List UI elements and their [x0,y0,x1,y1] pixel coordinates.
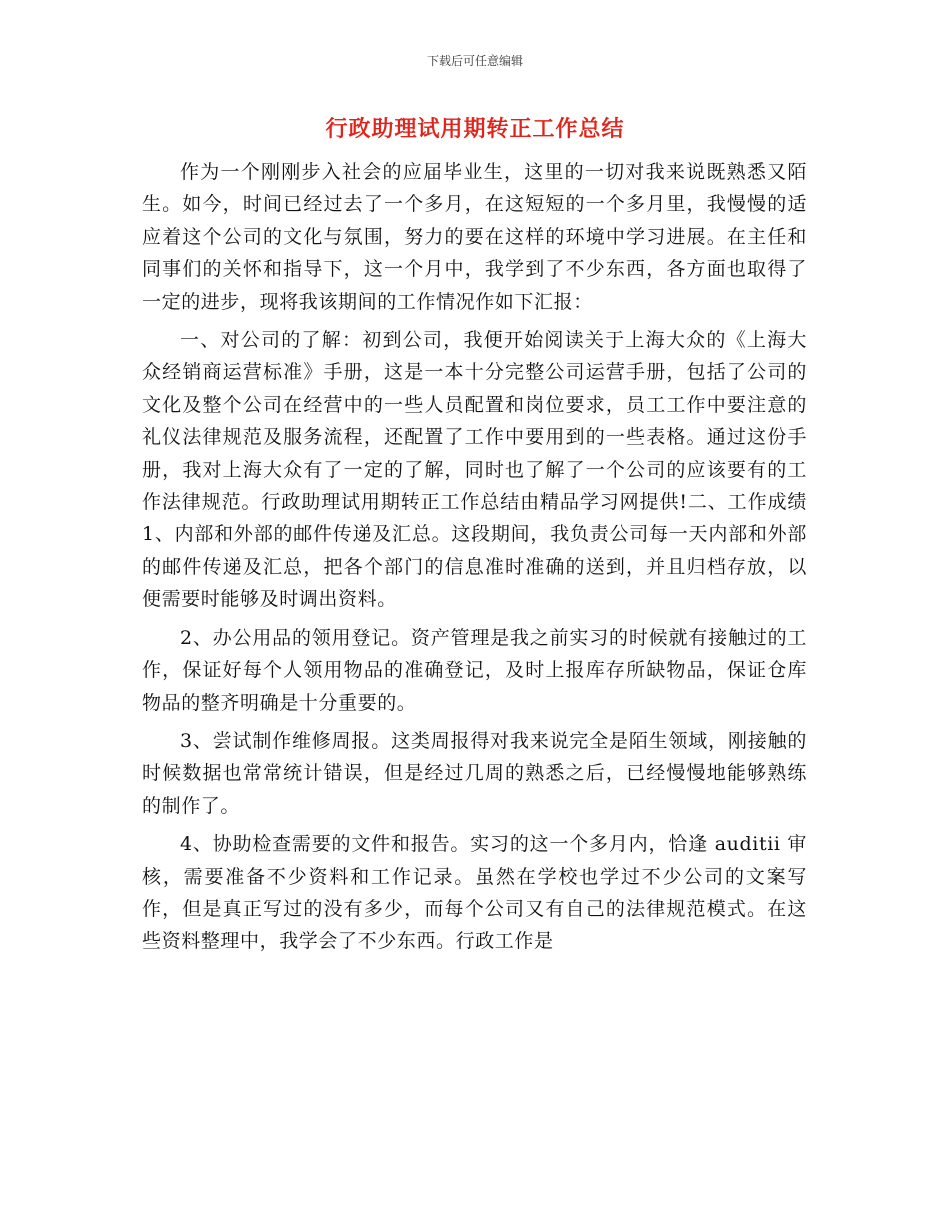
paragraph-intro: 作为一个刚刚步入社会的应届毕业生，这里的一切对我来说既熟悉又陌生。如今，时间已经过去了一个多月，在这短短的一个多月里，我慢慢的适应着这个公司的文化与氛围，努力的要在这样的环境中学习进展。在主任和同事们的关怀和指导下，这一个月中，我学到了不少东西，各方面也取得了一定的进步，现将我该期间的工作情况作如下汇报： [142,161,807,313]
document-title: 行政助理试用期转正工作总结 [325,117,625,142]
document-body [142,156,807,964]
paragraph-section-1: 一、对公司的了解：初到公司，我便开始阅读关于上海大众的《上海大众经销商运营标准》手册，这是一本十分完整公司运营手册，包括了公司的文化及整个公司在经营中的一些人员配置和岗位要求，员工工作中要注意的礼仪法律规范及服务流程，还配置了工作中要用到的一些表格。通过这份手册，我对上海大众有了一定的了解，同时也了解了一个公司的应该要有的工作法律规范。行政助理试用期转正工作总结由精品学习网提供!二、工作成绩 1、内部和外部的邮件传递及汇总。这段期间，我负责公司每一天内部和外部的邮件传递及汇总，把各个部门的信息准时准确的送到，并且归档存放，以便需要时能够及时调出资料。 [142,329,807,611]
paragraph-item-2: 2、办公用品的领用登记。资产管理是我之前实习的时候就有接触过的工作，保证好每个人领用物品的准确登记，及时上报库存所缺物品，保证仓库物品的整齐明确是十分重要的。 [142,626,807,714]
page-header-note: 下载后可任意编辑 [426,54,523,68]
paragraph-item-3: 3、尝试制作维修周报。这类周报得对我来说完全是陌生领域，刚接触的时候数据也常常统计错误，但是经过几周的熟悉之后，已经慢慢地能够熟练的制作了。 [142,729,807,817]
paragraph-item-4: 4、协助检查需要的文件和报告。实习的这一个多月内，恰逢 auditii 审核，需要准备不少资料和工作记录。虽然在学校也学过不少公司的文案写作，但是真正写过的没有多少，而每个公司又有自己的法律规范模式。在这些资料整理中，我学会了不少东西。行政工作是 [142,833,807,953]
